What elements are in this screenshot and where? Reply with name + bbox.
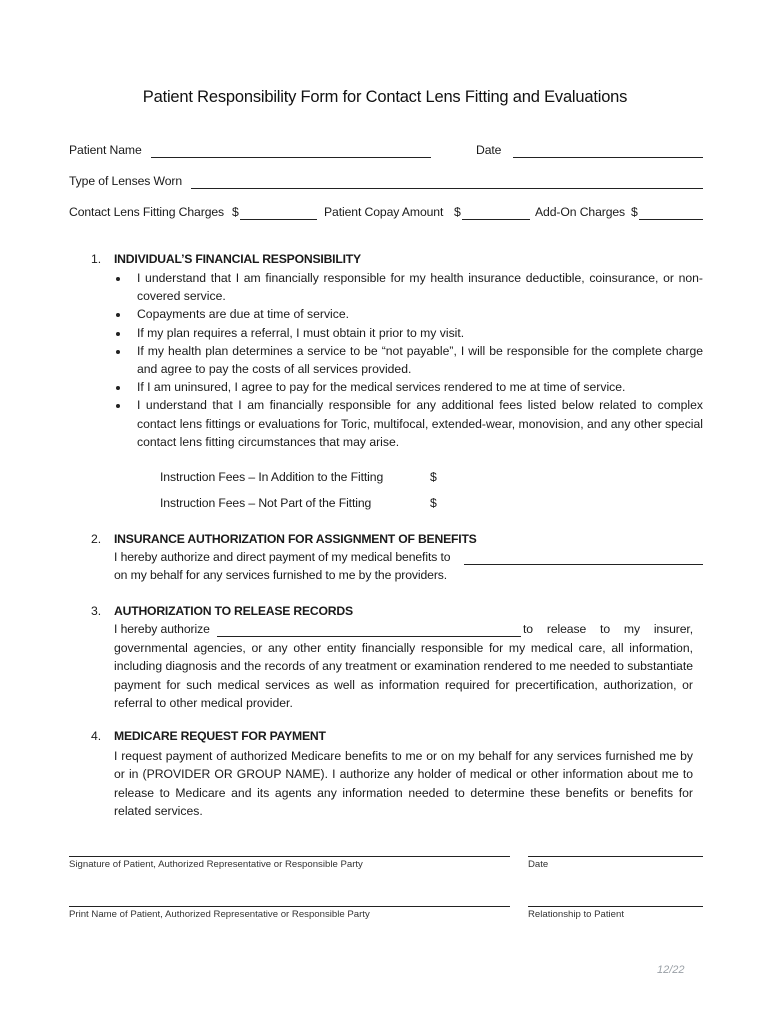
relationship-line[interactable] bbox=[528, 906, 703, 907]
list-item: I understand that I am financially responsible for any additional fees listed below related to complex contact lens fittings or evaluations for Toric, multifocal, extended-wear, monovision, and any other special contact lens fitting circumstances that may arise. bbox=[137, 396, 703, 451]
addon-charges-field[interactable] bbox=[639, 219, 703, 220]
financial-responsibility-list bbox=[137, 269, 703, 451]
copay-label: Patient Copay Amount bbox=[324, 205, 444, 219]
signature-label: Signature of Patient, Authorized Representative or Responsible Party bbox=[69, 859, 363, 870]
section-4-heading: MEDICARE REQUEST FOR PAYMENT bbox=[114, 729, 326, 743]
bullet-icon bbox=[116, 313, 120, 317]
print-name-label: Print Name of Patient, Authorized Representative or Responsible Party bbox=[69, 909, 370, 920]
signature-date-label: Date bbox=[528, 859, 549, 870]
page-code: 12/22 bbox=[657, 964, 685, 976]
section-4-number: 4. bbox=[91, 729, 102, 743]
section-1-heading: INDIVIDUAL’S FINANCIAL RESPONSIBILITY bbox=[114, 252, 361, 266]
bullet-icon bbox=[116, 277, 120, 281]
list-item: If my plan requires a referral, I must obtain it prior to my visit. bbox=[137, 324, 703, 342]
list-item: If my health plan determines a service to be “not payable”, I will be responsible for the complete charge and agree to pay the costs of all services provided. bbox=[137, 342, 703, 378]
date-label: Date bbox=[476, 143, 502, 157]
addon-currency: $ bbox=[631, 205, 638, 219]
bullet-icon bbox=[116, 386, 120, 390]
list-item: I understand that I am financially responsible for my health insurance deductible, coinsurance, or non-covered service. bbox=[137, 269, 703, 305]
fee-currency-not-part[interactable]: $ bbox=[430, 496, 437, 510]
section-2-heading: INSURANCE AUTHORIZATION FOR ASSIGNMENT OF BENEFITS bbox=[114, 532, 477, 546]
fitting-charges-label: Contact Lens Fitting Charges bbox=[69, 205, 225, 219]
relationship-label: Relationship to Patient bbox=[528, 909, 624, 920]
patient-name-label: Patient Name bbox=[69, 143, 142, 157]
patient-name-field[interactable] bbox=[151, 157, 431, 158]
fitting-charges-field[interactable] bbox=[240, 219, 317, 220]
section-2-number: 2. bbox=[91, 532, 102, 546]
copay-field[interactable] bbox=[462, 219, 530, 220]
fitting-currency: $ bbox=[232, 205, 239, 219]
list-item: If I am uninsured, I agree to pay for the medical services rendered to me at time of service. bbox=[137, 378, 703, 396]
page-title: Patient Responsibility Form for Contact Lens Fitting and Evaluations bbox=[142, 88, 628, 106]
fee-currency-in-addition[interactable]: $ bbox=[430, 470, 437, 484]
bullet-icon bbox=[116, 350, 120, 354]
signature-date-line[interactable] bbox=[528, 856, 703, 857]
fee-label-not-part: Instruction Fees – Not Part of the Fitting bbox=[160, 496, 372, 510]
release-lead-after-text: to release to my insurer, bbox=[523, 622, 693, 636]
bullet-icon bbox=[116, 332, 120, 336]
release-lead-text: I hereby authorize bbox=[114, 622, 210, 636]
assignment-payee-field[interactable] bbox=[464, 564, 703, 565]
lenses-label: Type of Lenses Worn bbox=[69, 174, 183, 188]
fee-label-in-addition: Instruction Fees – In Addition to the Fitting bbox=[160, 470, 384, 484]
section-1-number: 1. bbox=[91, 252, 102, 266]
assignment-text-line2: on my behalf for any services furnished to me by the providers. bbox=[114, 568, 448, 582]
release-body-text: governmental agencies, or any other entity financially responsible for my medical care, all information, including diagnosis and the records of any treatment or examination rendered to me needed to substantiate payment for such medical services as well as information required for precertification, authorization, or referral to other medical provider. bbox=[114, 641, 693, 710]
copay-currency: $ bbox=[454, 205, 461, 219]
list-item: Copayments are due at time of service. bbox=[137, 305, 703, 323]
bullet-icon bbox=[116, 404, 120, 408]
release-authorized-party-field[interactable] bbox=[217, 636, 521, 637]
medicare-body-text: I request payment of authorized Medicare benefits to me or on my behalf for any services furnished me by or in (PROVIDER OR GROUP NAME). I authorize any holder of medical or other information about me to release to Medicare and its agents any information needed to determine these benefits or benefits for related services. bbox=[114, 749, 693, 818]
section-3-heading: AUTHORIZATION TO RELEASE RECORDS bbox=[114, 604, 353, 618]
lenses-field[interactable] bbox=[191, 188, 703, 189]
date-field[interactable] bbox=[513, 157, 703, 158]
section-3-number: 3. bbox=[91, 604, 102, 618]
assignment-text-line1: I hereby authorize and direct payment of my medical benefits to bbox=[114, 550, 451, 564]
addon-label: Add-On Charges bbox=[535, 205, 626, 219]
print-name-line[interactable] bbox=[69, 906, 510, 907]
signature-line[interactable] bbox=[69, 856, 510, 857]
